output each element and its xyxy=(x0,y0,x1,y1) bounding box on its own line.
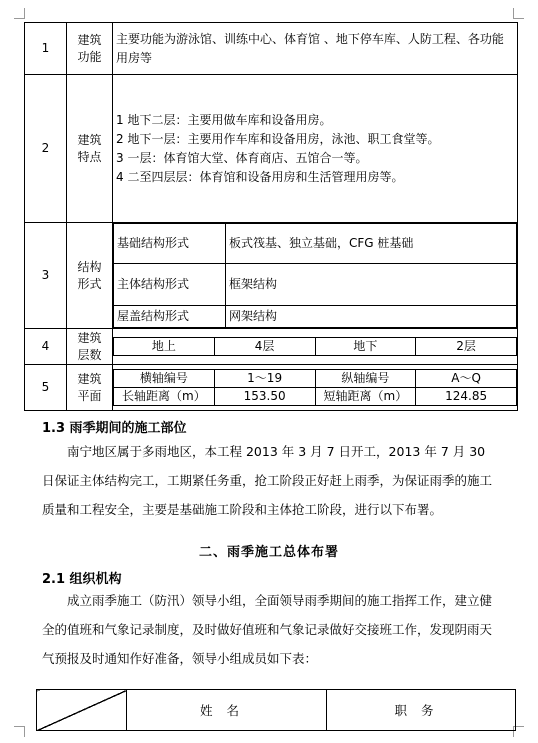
building-function-text: 主要功能为游泳馆、训练中心、体育馆 、地下停车库、人防工程、各功能用房等 xyxy=(113,23,518,75)
structure-value: 板式筏基、独立基础，CFG 桩基础 xyxy=(226,224,517,264)
plan-value: 124.85 xyxy=(416,388,517,406)
feature-line: 3 一层：体育馆大堂、体育商店、五馆合一等。 xyxy=(116,150,368,165)
crop-mark-bottom-left xyxy=(14,726,25,737)
row-number: 5 xyxy=(25,365,67,411)
structure-value: 框架结构 xyxy=(226,264,517,306)
name-column-header: 姓名 xyxy=(127,690,327,731)
structure-value: 网架结构 xyxy=(226,306,517,328)
plan-value: A～Q xyxy=(416,370,517,388)
row-label xyxy=(67,23,113,75)
table-row xyxy=(25,223,518,329)
building-features-cell xyxy=(113,75,518,223)
row-label-line: 建筑 xyxy=(77,330,102,345)
row-label xyxy=(67,329,113,365)
row-number: 4 xyxy=(25,329,67,365)
row-label xyxy=(67,365,113,411)
structure-key: 主体结构形式 xyxy=(114,264,226,306)
structure-key: 基础结构形式 xyxy=(114,224,226,264)
row-label xyxy=(67,223,113,329)
section-2-1-heading: 2.1 组织机构 xyxy=(42,572,122,587)
row-label-line: 建筑 xyxy=(77,371,102,386)
plan-key: 横轴编号 xyxy=(114,370,215,388)
plan-key: 长轴距离（m） xyxy=(114,388,215,406)
leadership-team-table xyxy=(36,689,516,731)
row-label-line: 功能 xyxy=(77,49,102,64)
structure-form-subtable xyxy=(113,223,517,328)
floors-subtable xyxy=(113,337,517,356)
floors-cell xyxy=(113,329,518,365)
feature-line: 2 地下一层：主要用作车库和设备用房，泳池、职工食堂等。 xyxy=(116,131,440,146)
project-overview-table xyxy=(24,22,518,411)
row-label-line: 建筑 xyxy=(77,32,102,47)
row-label-line: 平面 xyxy=(77,388,102,403)
feature-line: 4 二至四层层：体育馆和设备用房和生活管理用房等。 xyxy=(116,169,404,184)
row-label-line: 结构 xyxy=(77,259,102,274)
table-row xyxy=(25,23,518,75)
diagonal-header-cell xyxy=(37,690,127,731)
plan-cell xyxy=(113,365,518,411)
feature-line: 1 地下二层：主要用做车库和设备用房。 xyxy=(116,112,332,127)
table-row xyxy=(25,365,518,411)
crop-mark-top-left xyxy=(14,8,25,19)
section-2-1-body: 成立雨季施工（防汛）领导小组，全面领导雨季期间的施工指挥工作，建立健全的值班和气象记录制度，及时做好值班和气象记录做好交接班工作，发现阴雨天气预报及时通知作好准备，领导小组成员如下表： xyxy=(42,593,493,666)
row-number: 2 xyxy=(25,75,67,223)
row-label-line: 特点 xyxy=(77,149,102,164)
structure-key: 屋盖结构形式 xyxy=(114,306,226,328)
role-column-header: 职务 xyxy=(327,690,516,731)
row-label-line: 形式 xyxy=(77,276,102,291)
plan-subtable xyxy=(113,369,517,406)
floors-below-label: 地下 xyxy=(315,338,416,356)
table-row xyxy=(25,329,518,365)
crop-mark-top-right xyxy=(513,8,524,19)
section-1-3-heading: 1.3 雨季期间的施工部位 xyxy=(42,421,187,436)
plan-key: 短轴距离（m） xyxy=(315,388,416,406)
section-1-3-body: 南宁地区属于多雨地区，本工程 2013 年 3 月 7 日开工，2013 年 7 月 30 日保证主体结构完工，工期紧任务重，抢工阶段正好赶上雨季，为保证雨季的施工质量和工程安全，主要是基础施工阶段和主体抢工阶段，进行以下布署。 xyxy=(42,444,493,517)
row-label xyxy=(67,75,113,223)
plan-key: 纵轴编号 xyxy=(315,370,416,388)
floors-below-value: 2层 xyxy=(416,338,517,356)
table-row xyxy=(25,75,518,223)
row-number: 3 xyxy=(25,223,67,329)
section-2-heading: 二、雨季施工总体布署 xyxy=(198,545,339,560)
plan-value: 1～19 xyxy=(214,370,315,388)
row-label-line: 层数 xyxy=(77,347,102,362)
row-label-line: 建筑 xyxy=(77,132,102,147)
floors-above-value: 4层 xyxy=(214,338,315,356)
structure-form-cell xyxy=(113,223,518,329)
row-number: 1 xyxy=(25,23,67,75)
plan-value: 153.50 xyxy=(214,388,315,406)
floors-above-label: 地上 xyxy=(114,338,215,356)
